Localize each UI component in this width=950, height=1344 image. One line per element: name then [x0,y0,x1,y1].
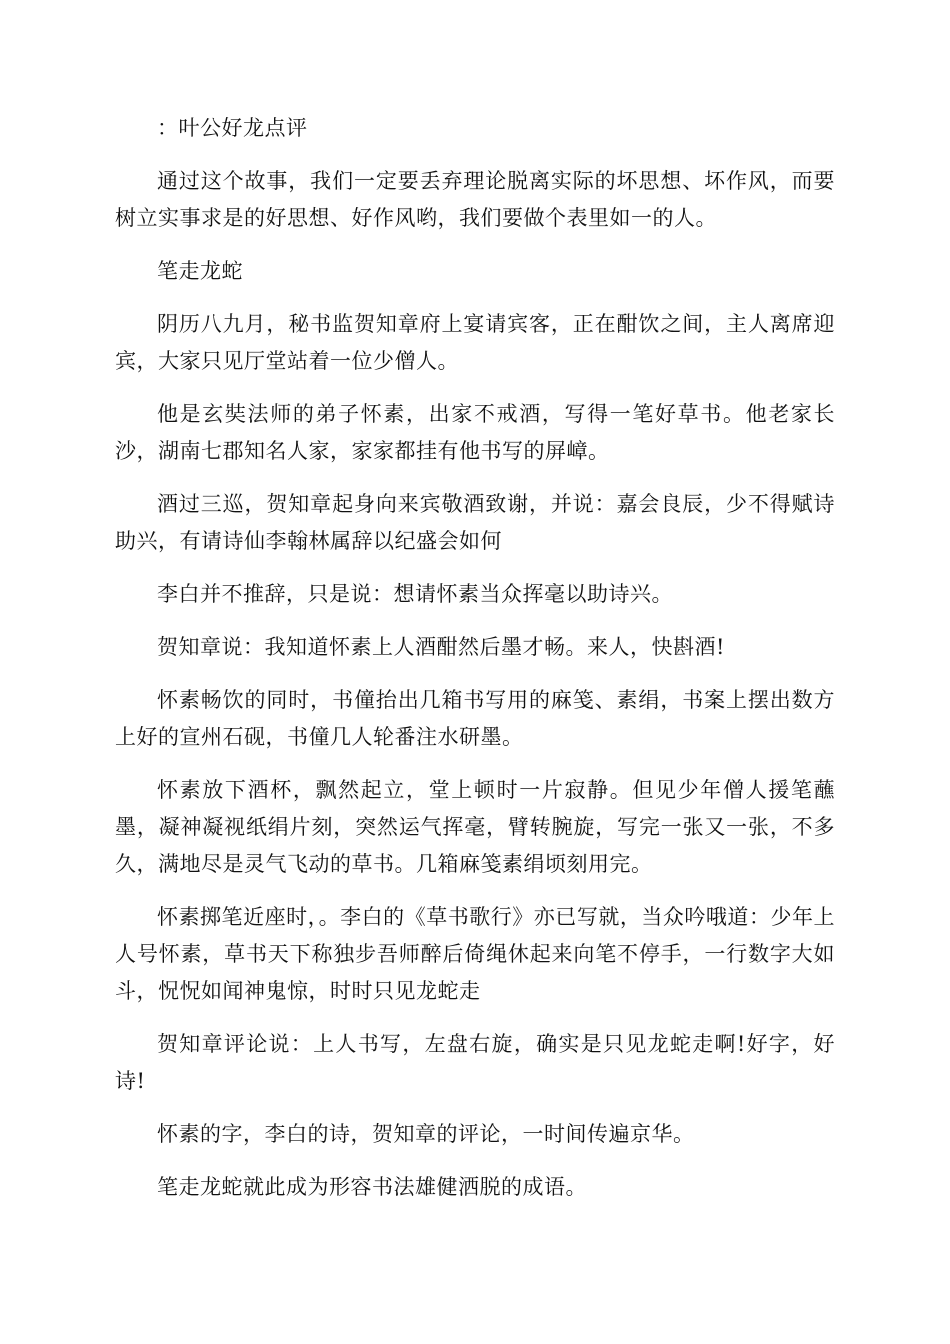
paragraph: 贺知章评论说：上人书写，左盘右旋，确实是只见龙蛇走啊!好字，好诗! [115,1032,835,1093]
paragraph: 怀素畅饮的同时，书僮抬出几箱书写用的麻笺、素绢，书案上摆出数方上好的宣州石砚，书僮几人轮番注水研墨。 [115,688,835,749]
paragraph: 贺知章说：我知道怀素上人酒酣然后墨才畅。来人，快斟酒! [157,635,725,659]
paragraph: 阴历八九月，秘书监贺知章府上宴请宾客，正在酣饮之间，主人离席迎宾，大家只见厅堂站着一位少僧人。 [115,312,835,373]
paragraph: 怀素的字，李白的诗，贺知章的评论，一时间传遍京华。 [157,1122,695,1146]
paragraph: 李白并不推辞，只是说：想请怀素当众挥毫以助诗兴。 [157,582,673,606]
paragraph: 怀素放下酒杯，飘然起立，堂上顿时一片寂静。但见少年僧人援笔蘸墨，凝神凝视纸绢片刻，突然运气挥毫，臂转腕旋，写完一张又一张，不多久，满地尽是灵气飞动的草书。几箱麻笺素绢顷刻用完。 [115,778,835,876]
paragraph: 怀素掷笔近座时，。李白的《草书歌行》亦已写就，当众吟哦道：少年上人号怀素，草书天下称独步吾师醉后倚绳休起来向笔不停手，一行数字大如斗，怳怳如闻神鬼惊，时时只见龙蛇走 [115,905,835,1003]
document-body [115,110,835,1222]
section-heading-review: ：叶公好龙点评 [157,116,308,140]
paragraph: 他是玄奘法师的弟子怀素，出家不戒酒，写得一笔好草书。他老家长沙，湖南七郡知名人家，家家都挂有他书写的屏嶂。 [115,402,835,463]
paragraph: 通过这个故事，我们一定要丢弃理论脱离实际的坏思想、坏作风，而要树立实事求是的好思想、好作风哟，我们要做个表里如一的人。 [115,169,835,230]
paragraph: 酒过三巡，贺知章起身向来宾敬酒致谢，并说：嘉会良辰，少不得赋诗助兴，有请诗仙李翰林属辞以纪盛会如何 [115,492,835,553]
section-heading-title: 笔走龙蛇 [157,259,243,283]
paragraph: 笔走龙蛇就此成为形容书法雄健洒脱的成语。 [157,1175,587,1199]
